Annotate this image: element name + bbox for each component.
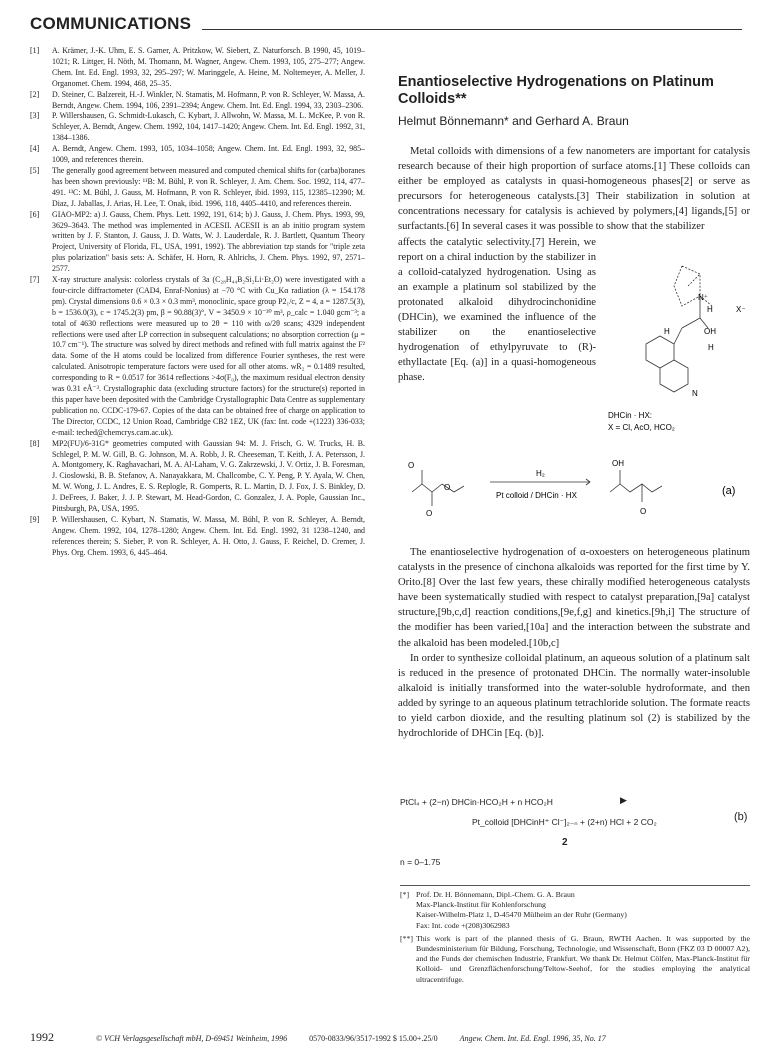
reference-number: [8] [30,438,40,448]
dhcin-caption-2: X = Cl, AcO, HCO₂ [608,423,675,432]
reference-item [30,275,365,439]
journal-citation: Angew. Chem. Int. Ed. Engl. 1996, 35, No. 17 [459,1034,606,1043]
footnote-affiliation [400,890,750,931]
section-title: COMMUNICATIONS [30,14,192,33]
issn-line: 0570-0833/96/3517-1992 $ 15.00+.25/0 [309,1034,438,1043]
reference-text: P. Willershausen, C. Kybart, N. Stamatis, W. Massa, M. Bühl, P. von R. Schleyer, A. Berndt, Angew. Chem. 1992, 104, 1278–1280; Angew. Chem. Int. Ed. Engl. 1992, 31 1238–1240, and references therein; S. Sieber, P. von R. Schleyer, A. H. Otto, J. Gauss, F. Reichel, D. Cremer, J. Phys. Org. Chem. 1993, 6, 445–464. [52,514,365,557]
h-atom-1: H [707,305,713,314]
equation-b [398,797,750,875]
eq-a-label: (a) [722,485,736,497]
reference-item [30,90,365,112]
n-atom: N [692,389,698,398]
eq-b-arrow: ▶ [620,795,627,805]
eq-b-label: (b) [734,811,748,823]
paragraph-intro-continued: affects the catalytic selectivity.[7] Herein, we report on a chiral induction by the stabilizer in a colloid-catalyzed hydrogenation. Using as an example a platinum sol stabilized by the protonated alkaloid dihydrocinchonidine (DHCin), we examined the influence of the stabilizer on the enantioselective hydrogenation of ethylpyruvate to (R)-ethyllactate [Eq. (a)] in a quasi-homogeneous phase. [398,236,596,384]
reference-text: GIAO-MP2: a) J. Gauss, Chem. Phys. Lett. 1992, 191, 614; b) J. Gauss, J. Chem. Phys. 1993, 99, 3629–3643. The method was implemented in ACESII. ACESII is an ab initio program system written by J. F. Stanton, J. Gauss, J. D. Watts, W. J. Lauderdale, R. J. Bartlett, Quantum Theory Project, University of Florida, FL, USA, 1991, 1992). The abbreviation tzp stands for "triple zeta plus polarization" basis sets: A. Schäfer, H. Horn, R. Ahlrichs, J. Chem. Phys. 1992, 97, 2571–2577. [52,209,365,274]
reference-number: [7] [30,275,40,285]
eq-a-oxygen-1: O [408,461,415,470]
footnote-mark: [**] [400,933,413,943]
reference-text: MP2(FU)/6-31G* geometries computed with Gaussian 94: M. J. Frisch, G. W. Trucks, H. B. Schlegel, P. M. W. Gill, B. G. Johnson, M. A. Robb, J. R. Cheeseman, T. Keith, J. A. Petersson, J. A. Montgomery, K. Raghavachari, M. A. Al-Laham, V. G. Zakrzewski, J. V. Ortiz, J. B. Foresman, J. Cioslowski, B. B. Stefanov, A. Nanayakkara, M. Challcombe, C. Y. Peng, P. Y. Ayala, W. Chen, M. W. Wong, J. L. Andres, E. S. Replogle, R. Gomperts, R. L. Martin, D. J. Fox, J. S. Binkley, D. J. DeFrees, J. Baker, J. J. P. Stewart, M. Head-Gordon, C. Gonzalez, J. A. Pople, Gaussian Inc., Pittsburgh, PA, USA, 1995. [52,438,365,514]
reference-item [30,439,365,515]
page-footer [30,1030,742,1045]
article-authors: Helmut Bönnemann* and Gerhard A. Braun [398,114,629,128]
footnote-text: This work is part of the planned thesis of G. Braun, RWTH Aachen. It was supported by the Bundesministerium für Bildung, Forschung, Technologie, und Wissenschaft, Bonn (FKZ 03 D 00007 A2), and the Funds der chemischen Industrie, Frankfurt. We thank Dr. Helmut Cölfen, Max-Planck-Institut für Kolloid- und Grenzflächenforschung/Teltow-Seehof, for the studies employing the analytical ultracentrifuge. [416,933,750,984]
paragraph-intro: Metal colloids with dimensions of a few nanometers are important for catalysis research because of their high proportion of surface atoms.[1] These colloids can either be employed as catalysts in quasi-homogeneous phases[2] or serve as precursors for heterogeneous catalysts.[3] Their stabilization in solution at concentrations necessary for catalysis is achieved by polymers,[4] ligands,[5] or surfactants.[6] In several cases it was possible to show that the stabilizer [398,146,750,233]
oh-group: OH [704,327,716,336]
eq-a-catalyst: Pt colloid / DHCin · HX [496,491,577,500]
reference-text: D. Steiner, C. Balzereit, H.-J. Winkler, N. Stamatis, M. Hofmann, P. von R. Schleyer, W. Massa, A. Berndt, Angew. Chem. 1994, 106, 2391–2394; Angew. Chem. Int. Ed. Engl. 1994, 33, 2303–2306. [52,89,365,110]
eq-b-products: Pt_colloid [DHCinH⁺ Cl⁻]₂₋ₙ + (2+n) HCl + 2 CO₂ [472,817,657,827]
n-plus-atom: N⁺ [698,293,708,302]
eq-b-reactants: PtCl₄ + (2−n) DHCin·HCO₂H + n HCO₂H [400,797,553,807]
eq-a-oxygen-4: O [640,507,647,516]
reference-text: A. Krämer, J.-K. Uhm, E. S. Garner, A. Pritzkow, W. Siebert, Z. Naturforsch. B 1990, 45, 1019–1021; R. Littger, H. Nöth, M. Thomann, M. Wagner, Angew. Chem. 1993, 105, 275–277; Angew. Chem. Int. Ed. Engl. 1993, 32, 295–297; W. Maringgele, A. Heine, M. Noltemeyer, A. Meller, J. Organomet. Chem. 1994, 468, 25–35. [52,46,365,88]
publisher: © VCH Verlagsgesellschaft mbH, D-69451 Weinheim, 1996 [96,1034,288,1043]
eq-a-hydroxyl: OH [612,459,624,468]
footnote-text: Prof. Dr. H. Bönnemann, Dipl.-Chem. G. A. Braun Max-Planck-Institut für Kohlenforschung Kaiser-Wilhelm-Platz 1, D-45470 Mülheim an der Ruhr (Germany) Fax: Int. code +(208)3062983 [416,890,627,930]
eq-a-reagent-h2: H₂ [536,469,545,478]
eq-b-range: n = 0–1.75 [400,857,441,867]
reference-item [30,144,365,166]
dhcin-bonds [646,266,712,392]
footnote-acknowledgement [400,934,750,985]
reference-number: [9] [30,514,40,524]
reference-text: P. Willershausen, G. Schmidt-Lukasch, C. Kybart, J. Allwohn, W. Massa, M. L. McKee, P. von R. Schleyer, A. Berndt, Angew. Chem. 1992, 104, 1417–1420; Angew. Chem. Int. Ed. Engl. 1992, 31, 1384–1386. [52,111,365,143]
reference-item [30,166,365,210]
article-title: Enantioselective Hydrogenations on Platinum Colloids** [398,74,714,107]
article-body [398,545,750,741]
page-header [30,14,742,36]
h-atom-2: H [664,327,670,336]
reference-text: A. Berndt, Angew. Chem. 1993, 105, 1034–1058; Angew. Chem. Int. Ed. Engl. 1993, 32, 985–1009, and references therein. [52,144,365,165]
reference-number: [6] [30,209,40,219]
reference-number: [2] [30,89,40,99]
eq-a-oxygen-3: O [444,483,451,492]
reference-number: [4] [30,144,40,154]
dhcin-caption-1: DHCin · HX: [608,411,653,420]
compound-number: 2 [562,837,568,848]
reference-text: X-ray structure analysis: colorless crystals of 3a (C₂₈H₄₄B₂Si₂Li·Et₂O) were investigated with a four-circle diffractometer (CAD4, Enraf-Nonius) at −70 °C with Cu_Kα radiation (λ = 154.178 pm). Crystal dimensions 0.6 × 0.3 × 0.3 mm³, monoclinic, space group P2₁/c, Z = 4, a = 1287.5(3), b = 1536.0(3), c = 1745.2(3) pm, β = 90.88(3)°, V = 3450.9 × 10⁻³⁰ m³, ρ_calc = 1.040 gcm⁻³; a total of 4630 reflections were measured up to 2θ = 110 with ω/2θ scans; 4329 independent reflections were used after LP correction in subsequent calculations; no absorption correction (μ = 10.7 cm⁻¹). The structure was solved by direct methods and refined with full matrix against the F² data. Some of the H atoms could be localized from difference Fourier syntheses, the rest were calculated. Anisotropic temperature factors were used for all other atoms. wR₂ = 0.1489 resulted, corresponding to R = 0.0517 for 3614 reflections >4σ(F₀), the maximum residual electron density was 0.31 eÅ⁻³. Crystallographic data (excluding structure factors) for the structure(s) reported in this paper have been deposited with the Cambridge Crystallographic Data Centre as supplementary publication no. CCDC-179-67. Copies of the data can be obtained free of charge on application to The Director, CCDC, 12 Union Road, Cambridge CB2 1EZ, UK (fax: Int. code +(1223) 336-033; e-mail: teched@chemcrys.cam.ac.uk). [52,275,365,437]
paragraph-synthesis: In order to synthesize colloidal platinum, an aqueous solution of a platinum salt is reduced in the presence of protonated DHCin. The normally water-insoluble alkaloid is initially transformed into the water-soluble hydroformate, and then added by syringe to an aqueous platinum tetrachloride solution. The formate reacts to yield carbon dioxide, and the resulting platinum sol (2) is stabilized by the hydrochloride of DHCin [Eq. (b)]. [398,652,750,740]
references-list [30,46,365,559]
reference-item [30,46,365,90]
page-number: 1992 [30,1030,54,1044]
reference-item [30,515,365,559]
eq-a-oxygen-2: O [426,509,433,518]
reference-number: [1] [30,46,40,55]
reference-text: The generally good agreement between measured and computed chemical shifts for (carba)boranes has been shown previously: ¹¹B: M. Bühl, P. von R. Schleyer, J. Am. Chem. Soc. 1992, 114, 477–491. ¹³C: M. Bühl, J. Gauss, M. Hofmann, P. von R. Schleyer, ibid. 1993, 115, 12385–12390; M. Diaz, J. Jaballas, J. Arias, H. Lee, T. Onak, ibid. 1996, 118, 4405–4410, and references therein. [52,165,365,208]
author-footnotes [400,885,750,985]
reference-item [30,111,365,144]
counter-ion: X⁻ [736,305,746,314]
h-atom-3: H [708,343,714,352]
reference-number: [3] [30,111,40,121]
paragraph-orito: The enantioselective hydrogenation of α-oxoesters on heterogeneous platinum catalysts in the presence of cinchona alkaloids was reported for the first time by Y. Orito.[8] Over the last few years, these chirally modified heterogeneous catalysts have been systematically studied with respect to catalyst preparation,[9a] catalyst structure,[9b,c,d] reaction conditions,[9e,f,g] and kinetics.[9h,i] The structure of the modifier has been varied,[10a] and the interaction between the substrate and the alkaloid has been modeled.[10b,c] [398,547,750,649]
dhcin-structure-diagram [604,256,754,456]
equation-a [400,458,750,522]
footnote-mark: [*] [400,890,410,899]
reference-item [30,210,365,275]
header-rule [202,29,742,30]
reference-number: [5] [30,165,40,175]
